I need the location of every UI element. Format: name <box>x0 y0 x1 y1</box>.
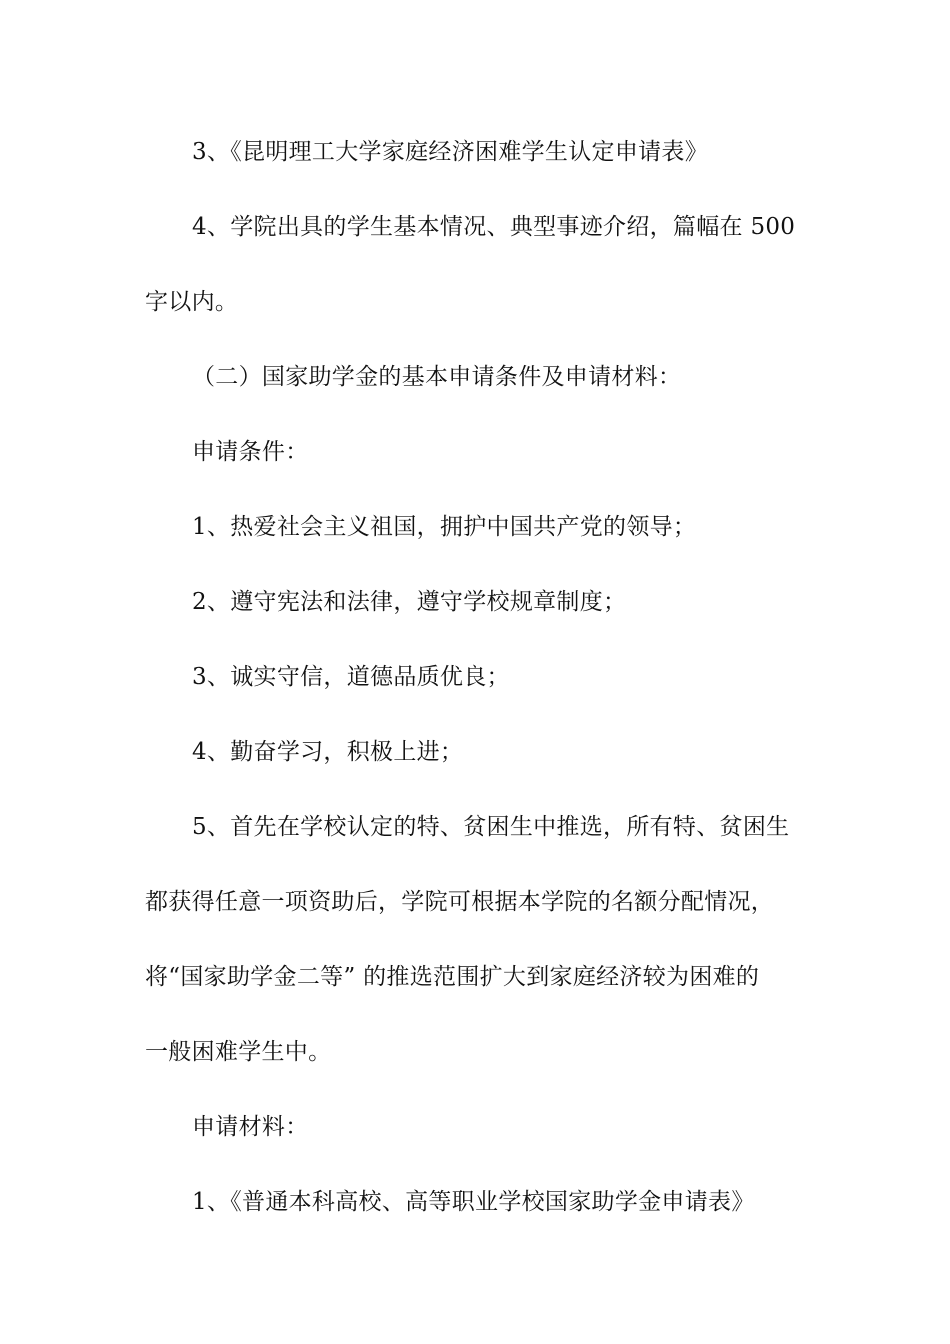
condition-4: 4、勤奋学习，积极上进； <box>192 739 464 765</box>
condition-2: 2、遵守宪法和法律，遵守学校规章制度； <box>192 589 627 615</box>
material-1: 1、《普通本科高校、高等职业学校国家助学金申请表》 <box>192 1189 755 1215</box>
condition-5: 5、首先在学校认定的特、贫困生中推选，所有特、贫困生 <box>192 814 790 840</box>
condition-3: 3、诚实守信，道德品质优良； <box>192 664 510 690</box>
condition-5-cont-2: 将“国家助学金二等” 的推选范围扩大到家庭经济较为困难的 <box>145 964 760 990</box>
item-4-college-intro-cont: 字以内。 <box>145 289 239 315</box>
condition-5-cont-3: 一般困难学生中。 <box>145 1039 332 1065</box>
subheading-conditions: 申请条件： <box>192 439 309 465</box>
item-3-application-form: 3、《昆明理工大学家庭经济困难学生认定申请表》 <box>192 139 709 165</box>
subheading-materials: 申请材料： <box>192 1114 309 1140</box>
section-heading-national-grant: （二）国家助学金的基本申请条件及申请材料： <box>192 364 682 390</box>
item-4-college-intro: 4、学院出具的学生基本情况、典型事迹介绍，篇幅在 500 <box>192 214 796 240</box>
condition-1: 1、热爱社会主义祖国，拥护中国共产党的领导； <box>192 514 697 540</box>
condition-5-cont-1: 都获得任意一项资助后，学院可根据本学院的名额分配情况， <box>145 889 775 915</box>
